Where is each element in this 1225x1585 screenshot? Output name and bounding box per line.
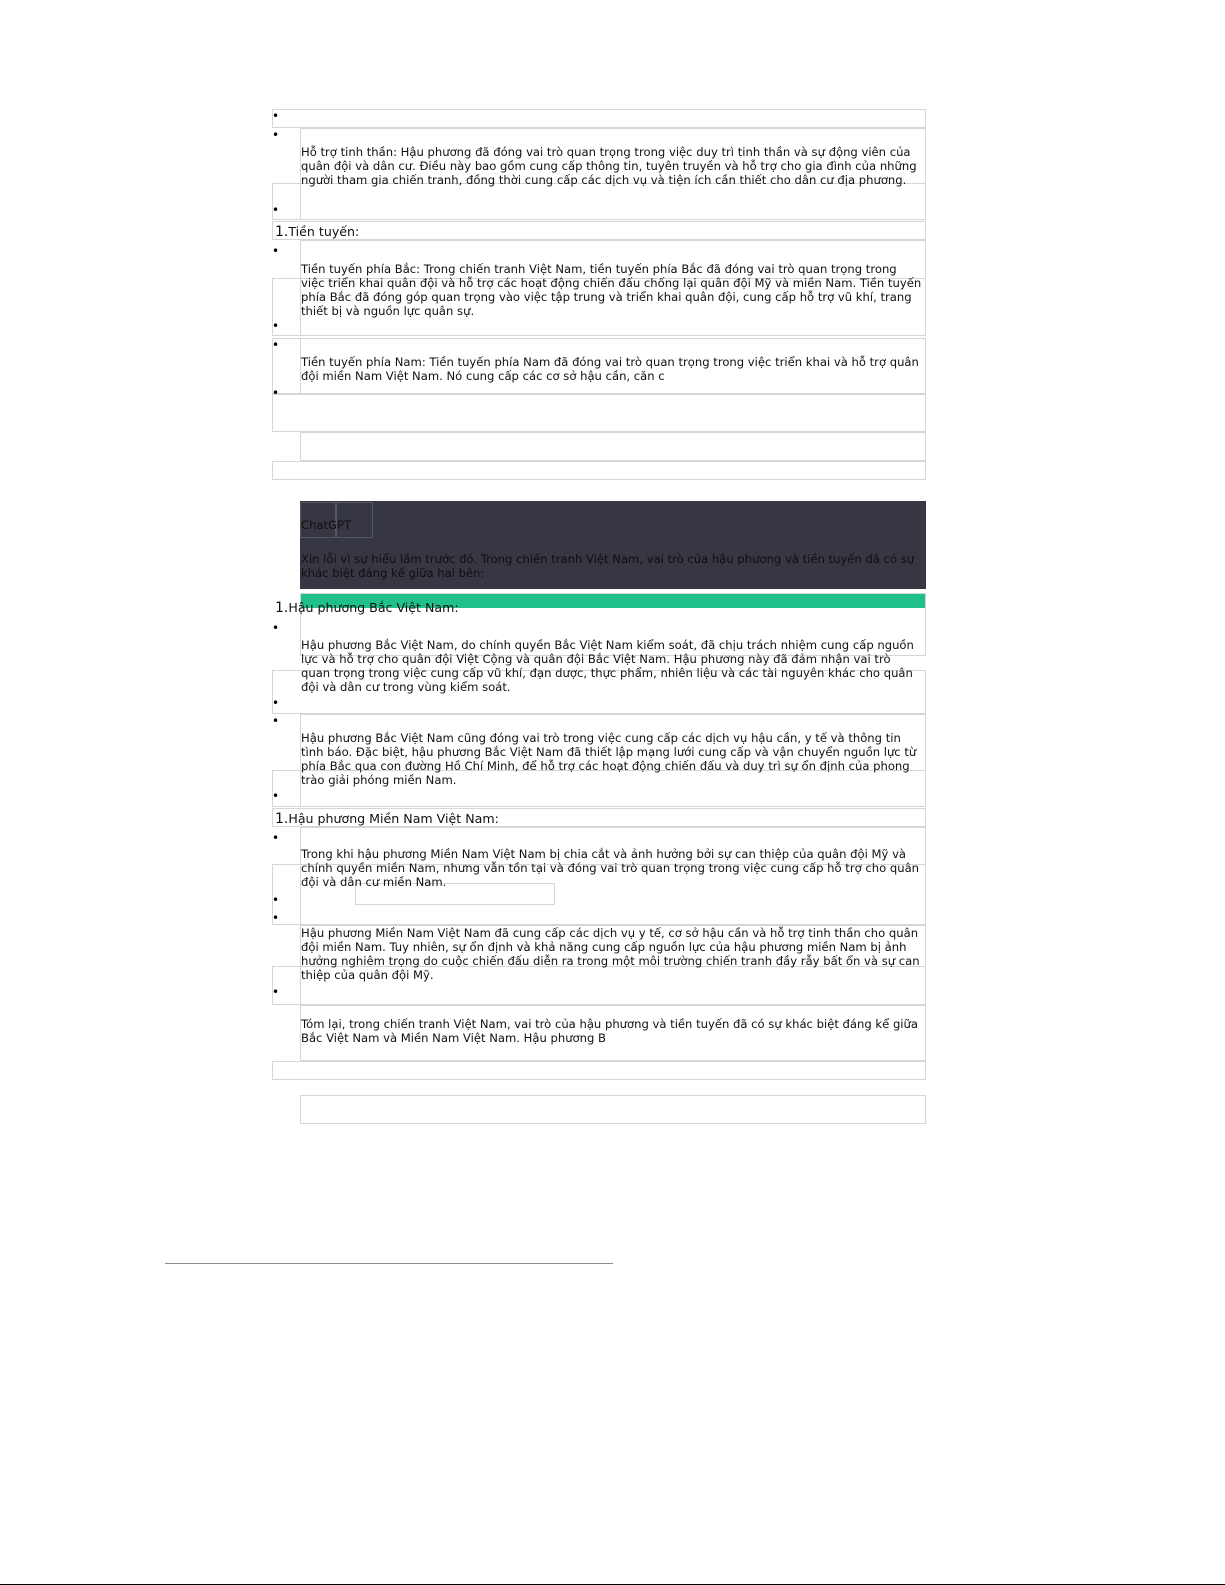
paragraph-south-front: Tiền tuyến phía Nam: Tiền tuyến phía Nam đã đóng vai trò quan trọng trong việc triển khai và hỗ trợ quân đội miền Nam Việt Nam. Nó cung cấp các cơ sở hậu cần, căn c xyxy=(301,355,919,383)
paragraph-south-rear-1: Trong khi hậu phương Miền Nam Việt Nam bị chia cắt và ảnh hưởng bởi sự can thiệp của quân đội Mỹ và chính quyền miền Nam, nhưng vẫn tồn tại và đóng vai trò quan trọng trong việc cung cấp hỗ trợ cho quân đội và dân cư miền Nam. xyxy=(301,847,920,889)
heading-text: Hậu phương Bắc Việt Nam: xyxy=(288,600,459,615)
heading-south-rear xyxy=(275,811,499,827)
paragraph-morale-support: Hỗ trợ tinh thần: Hậu phương đã đóng vai trò quan trọng trong việc duy trì tinh thần và sự động viên của quân đội và dân cư. Điều này bao gồm cung cấp thông tin, tuyên truyền và hỗ trợ cho gia đình của những người tham gia chiến tranh, đồng thời cung cấp các dịch vụ và tiện ích cần thiết cho dân cư địa phương. xyxy=(301,145,917,187)
chat-author: ChatGPT xyxy=(301,518,352,532)
heading-front-line xyxy=(275,224,359,240)
bullet: • xyxy=(272,789,280,803)
heading-text: Tiền tuyến: xyxy=(288,224,360,239)
bullet: • xyxy=(272,621,280,635)
bullet: • xyxy=(272,386,280,400)
bullet: • xyxy=(272,831,280,845)
list-item-frame xyxy=(272,221,926,240)
paragraph-north-rear-2: Hậu phương Bắc Việt Nam cũng đóng vai trò trong việc cung cấp các dịch vụ hậu cần, y tế và thông tin tình báo. Đặc biệt, hậu phương Bắc Việt Nam đã thiết lập mạng lưới cung cấp và vận chuyển nguồn lực từ phía Bắc qua con đường Hồ Chí Minh, để hỗ trợ các hoạt động chiến đấu và duy trì sự ổn định của phong trào giải phóng miền Nam. xyxy=(301,731,917,787)
bullet: • xyxy=(272,911,280,925)
paragraph-summary: Tóm lại, trong chiến tranh Việt Nam, vai trò của hậu phương và tiền tuyến đã có sự khác biệt đáng kể giữa Bắc Việt Nam và Miền Nam Việt Nam. Hậu phương B xyxy=(301,1017,918,1045)
bullet: • xyxy=(272,893,280,907)
bullet: • xyxy=(272,319,280,333)
list-item-frame xyxy=(272,109,926,128)
list-number: 1. xyxy=(275,224,289,240)
list-item-frame xyxy=(272,394,926,432)
list-item-frame xyxy=(272,1061,926,1080)
paragraph-south-rear-2: Hậu phương Miền Nam Việt Nam đã cung cấp các dịch vụ y tế, cơ sở hậu cần và hỗ trợ tinh thần cho quân đội miền Nam. Tuy nhiên, sự ổn định và khả năng cung cấp nguồn lực của hậu phương miền Nam bị ảnh hưởng nghiêm trọng do cuộc chiến đấu diễn ra trong một môi trường chiến tranh đầy rẫy bất ổn và sự can thiệp của quân đội Mỹ. xyxy=(301,926,920,982)
paragraph-north-front: Tiền tuyến phía Bắc: Trong chiến tranh Việt Nam, tiền tuyến phía Bắc đã đóng vai trò quan trọng trong việc triển khai quân đội và hỗ trợ các hoạt động chiến đấu chống lại quân đội Mỹ và miền Nam. Tiền tuyến phía Bắc đã đóng góp quan trọng vào việc tập trung và triển khai quân đội, cung cấp hỗ trợ vũ khí, trang thiết bị và nguồn lực quân sự. xyxy=(301,262,922,318)
footnote-divider xyxy=(165,1263,613,1264)
bullet: • xyxy=(272,244,280,258)
list-item-frame xyxy=(272,461,926,480)
list-item-frame xyxy=(272,183,926,220)
list-number: 1. xyxy=(275,811,289,827)
bullet: • xyxy=(272,714,280,728)
bullet: • xyxy=(272,203,280,217)
paragraph-north-rear-1: Hậu phương Bắc Việt Nam, do chính quyền Bắc Việt Nam kiểm soát, đã chịu trách nhiệm cung cấp nguồn lực và hỗ trợ cho quân đội Việt Cộng và quân đội Bắc Việt Nam. Hậu phương này đã đảm nhận vai trò quan trọng trong việc cung cấp vũ khí, đạn dược, thực phẩm, nhiên liệu và các tài nguyên khác cho quân đội và dân cư trong vùng kiểm soát. xyxy=(301,638,914,694)
bullet: • xyxy=(272,696,280,710)
bullet: • xyxy=(272,128,280,142)
list-item-frame xyxy=(300,432,926,461)
heading-north-rear xyxy=(275,600,459,616)
bullet: • xyxy=(272,338,280,352)
bullet: • xyxy=(272,109,280,123)
bullet: • xyxy=(272,985,280,999)
heading-text: Hậu phương Miền Nam Việt Nam: xyxy=(288,811,499,826)
message-actions-frame xyxy=(300,1095,926,1124)
list-number: 1. xyxy=(275,600,289,616)
chat-intro: Xin lỗi vì sự hiểu lầm trước đó. Trong chiến tranh Việt Nam, vai trò của hậu phương và tiền tuyến đã có sự khác biệt đáng kể giữa hai bên: xyxy=(301,552,915,580)
